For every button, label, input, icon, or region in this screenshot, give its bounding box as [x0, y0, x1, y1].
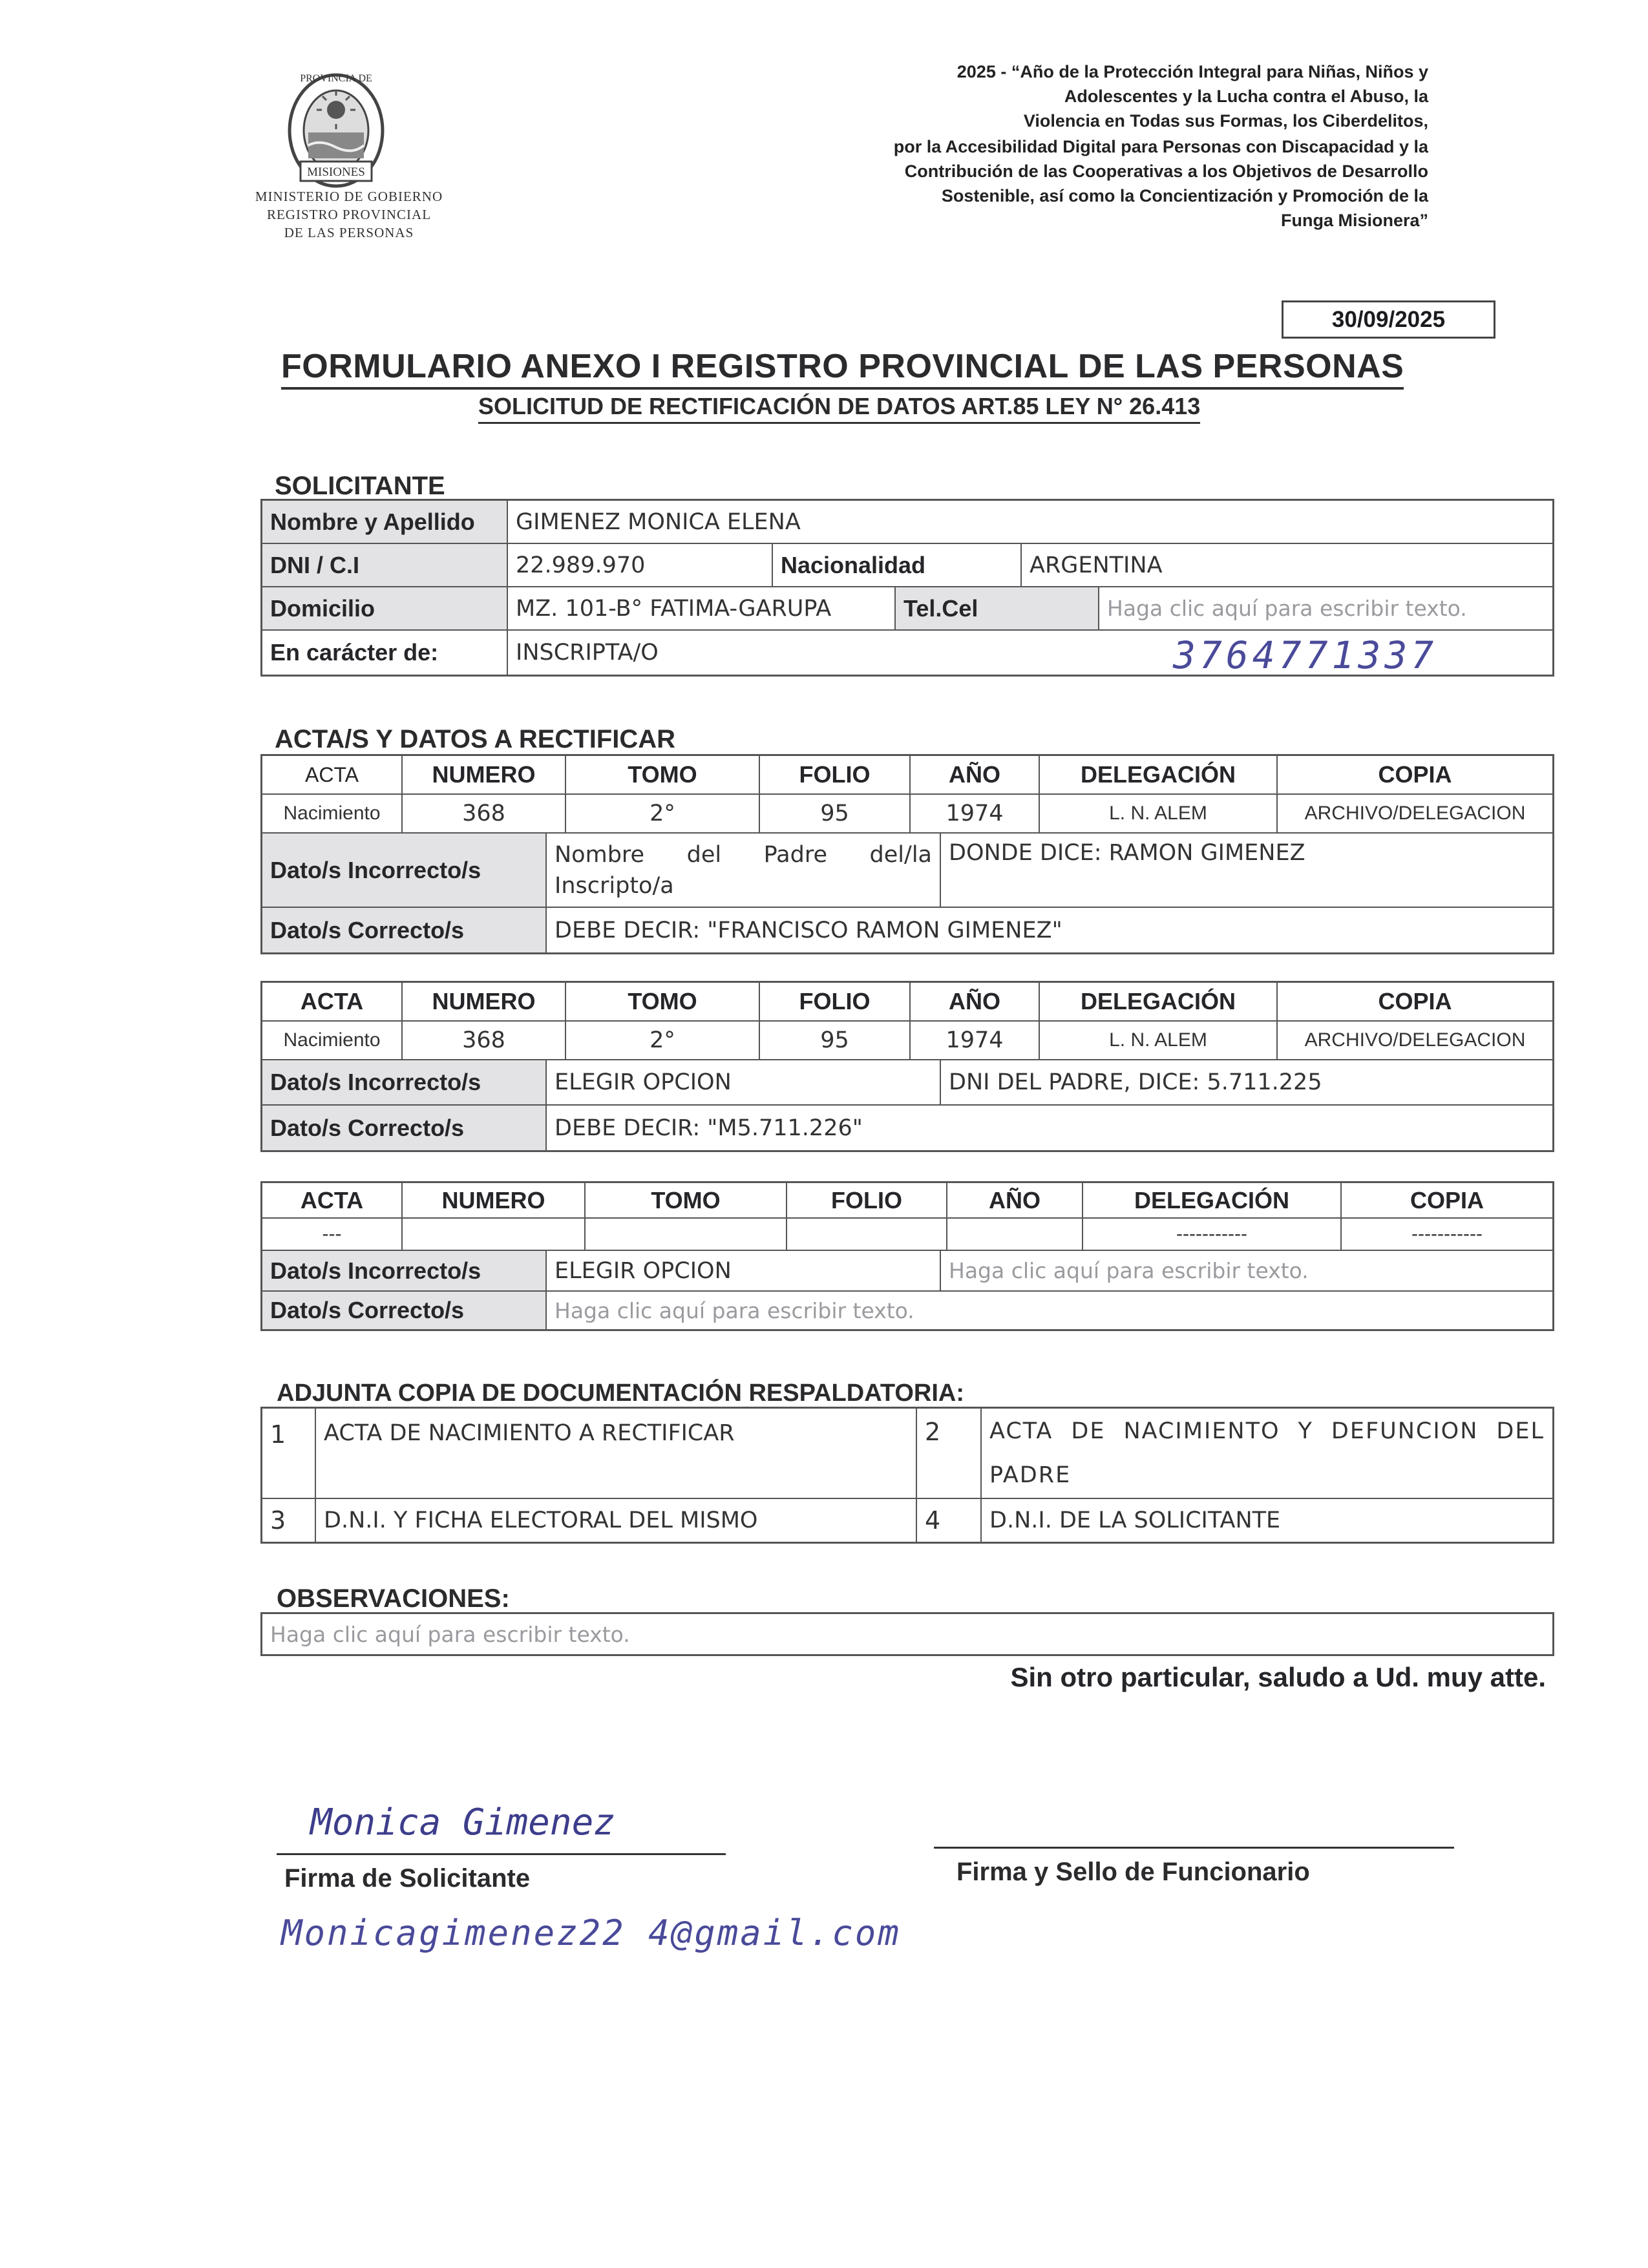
motto-line-4: por la Accesibilidad Digital para Personas con Discapacidad y la [893, 137, 1428, 156]
acta3-incorrecto-detalle[interactable]: Haga clic aquí para escribir texto. [941, 1251, 1552, 1292]
adjunta-item-1[interactable]: ACTA DE NACIMIENTO A RECTIFICAR [316, 1409, 917, 1499]
acta3-correcto-field[interactable]: Haga clic aquí para escribir texto. [555, 1297, 914, 1323]
acta3-tomo[interactable] [586, 1219, 787, 1251]
acta2-correcto-label: Dato/s Correcto/s [262, 1106, 547, 1150]
section-title-actas: ACTA/S Y DATOS A RECTIFICAR [275, 725, 676, 753]
date-box: 30/09/2025 [1282, 300, 1495, 339]
header-copia: COPIA [1278, 756, 1552, 795]
solicitante-signature: Monica Gimenez [310, 1801, 616, 1843]
motto-line-2: Adolescentes y la Lucha contra el Abuso, la [1064, 87, 1428, 106]
handwritten-phone: 3764771337 [1173, 633, 1438, 677]
acta3-correcto-label: Dato/s Correcto/s [262, 1292, 547, 1329]
ministry-name-line-2: REGISTRO PROVINCIAL [266, 207, 432, 222]
acta1-incorrecto-label: Dato/s Incorrecto/s [262, 834, 547, 908]
svg-text:PROVINCIA DE: PROVINCIA DE [300, 73, 372, 84]
header-delegacion: DELEGACIÓN [1040, 756, 1278, 795]
ministry-name-line-3: DE LAS PERSONAS [284, 225, 414, 240]
header-acta: ACTA [262, 983, 403, 1022]
ministry-name-line-1: MINISTERIO DE GOBIERNO [255, 189, 443, 204]
header-folio: FOLIO [787, 1183, 947, 1219]
header-copia: COPIA [1342, 1183, 1552, 1219]
page-title: FORMULARIO ANEXO I REGISTRO PROVINCIAL DE LAS PERSONAS [281, 346, 1404, 390]
acta3-folio[interactable] [787, 1219, 947, 1251]
adjunta-table [260, 1407, 1554, 1544]
acta2-copia[interactable]: ARCHIVO/DELEGACION [1278, 1022, 1552, 1060]
acta1-numero[interactable]: 368 [403, 795, 566, 834]
header-tomo: TOMO [586, 1183, 787, 1219]
acta2-incorrecto-campo[interactable]: ELEGIR OPCION [547, 1060, 941, 1106]
dni-field[interactable]: 22.989.970 [508, 544, 773, 587]
header-anio: AÑO [911, 756, 1040, 795]
nacionalidad-label: Nacionalidad [773, 544, 1022, 587]
acta3-numero[interactable] [403, 1219, 586, 1251]
motto-line-1: 2025 - “Año de la Protección Integral para Niñas, Niños y [956, 62, 1428, 81]
acta-table-1 [260, 754, 1554, 954]
nombre-label: Nombre y Apellido [262, 501, 508, 544]
handwritten-email: Monicagimenez22 4@gmail.com [281, 1913, 901, 1953]
acta3-anio[interactable] [947, 1219, 1083, 1251]
acta3-copia[interactable]: ----------- [1342, 1219, 1552, 1251]
acta1-incorrecto-detalle[interactable]: DONDE DICE: RAMON GIMENEZ [941, 834, 1552, 908]
acta3-incorrecto-campo[interactable]: ELEGIR OPCION [547, 1251, 941, 1292]
adjunta-num-1: 1 [262, 1409, 316, 1499]
coat-of-arms-icon [275, 65, 397, 194]
acta2-correcto-field[interactable]: DEBE DECIR: "M5.711.226" [555, 1115, 863, 1141]
observaciones-field[interactable]: Haga clic aquí para escribir texto. [270, 1621, 630, 1647]
signature-line-solicitante [277, 1853, 726, 1855]
header-tomo: TOMO [566, 983, 760, 1022]
header-delegacion: DELEGACIÓN [1083, 1183, 1342, 1219]
acta-table-2 [260, 981, 1554, 1152]
adjunta-item-3[interactable]: D.N.I. Y FICHA ELECTORAL DEL MISMO [316, 1499, 917, 1542]
firma-funcionario-label: Firma y Sello de Funcionario [956, 1858, 1310, 1886]
firma-solicitante-label: Firma de Solicitante [284, 1864, 531, 1893]
motto-line-7: Funga Misionera” [1280, 211, 1428, 230]
adjunta-num-4: 4 [917, 1499, 982, 1542]
header-anio: AÑO [947, 1183, 1083, 1219]
acta1-delegacion[interactable]: L. N. ALEM [1040, 795, 1278, 834]
acta1-acta[interactable]: Nacimiento [262, 795, 403, 834]
signature-line-funcionario [934, 1847, 1454, 1849]
section-title-observaciones: OBSERVACIONES: [277, 1584, 510, 1613]
adjunta-num-2: 2 [917, 1409, 982, 1499]
domicilio-field[interactable]: MZ. 101-B° FATIMA-GARUPA [508, 587, 896, 631]
header-delegacion: DELEGACIÓN [1040, 983, 1278, 1022]
header-folio: FOLIO [760, 756, 911, 795]
motto-line-5: Contribución de las Cooperativas a los Objetivos de Desarrollo [904, 162, 1428, 181]
acta2-incorrecto-detalle[interactable]: DNI DEL PADRE, DICE: 5.711.225 [941, 1060, 1552, 1106]
header-numero: NUMERO [403, 756, 566, 795]
acta2-anio[interactable]: 1974 [911, 1022, 1040, 1060]
adjunta-item-2[interactable]: ACTA DE NACIMIENTO Y DEFUNCION DEL PADRE [982, 1409, 1552, 1499]
header-anio: AÑO [911, 983, 1040, 1022]
acta3-delegacion[interactable]: ----------- [1083, 1219, 1342, 1251]
observaciones-table [260, 1612, 1554, 1656]
provincia-misiones-emblem [275, 65, 397, 194]
telcel-label: Tel.Cel [896, 587, 1099, 631]
acta1-correcto-field[interactable]: DEBE DECIR: "FRANCISCO RAMON GIMENEZ" [555, 917, 1062, 943]
header-copia: COPIA [1278, 983, 1552, 1022]
svg-text:MISIONES: MISIONES [307, 165, 365, 179]
caracter-label: En carácter de: [262, 631, 508, 675]
acta2-acta[interactable]: Nacimiento [262, 1022, 403, 1060]
acta3-acta[interactable]: --- [262, 1219, 403, 1251]
acta2-incorrecto-label: Dato/s Incorrecto/s [262, 1060, 547, 1106]
acta1-folio[interactable]: 95 [760, 795, 911, 834]
closing-text: Sin otro particular, saludo a Ud. muy atte. [1010, 1662, 1546, 1692]
telcel-field[interactable]: Haga clic aquí para escribir texto. [1099, 587, 1552, 631]
acta2-folio[interactable]: 95 [760, 1022, 911, 1060]
acta2-delegacion[interactable]: L. N. ALEM [1040, 1022, 1278, 1060]
header-numero: NUMERO [403, 1183, 586, 1219]
section-title-solicitante: SOLICITANTE [275, 472, 445, 500]
acta1-anio[interactable]: 1974 [911, 795, 1040, 834]
nombre-field[interactable]: GIMENEZ MONICA ELENA [508, 501, 1552, 544]
motto-line-6: Sostenible, así como la Concientización y Promoción de la [941, 186, 1428, 205]
dni-label: DNI / C.I [262, 544, 508, 587]
acta1-incorrecto-campo[interactable]: Nombre del Padre del/la Inscripto/a [547, 834, 941, 908]
acta1-tomo[interactable]: 2° [566, 795, 760, 834]
nacionalidad-field[interactable]: ARGENTINA [1022, 544, 1552, 587]
acta2-tomo[interactable]: 2° [566, 1022, 760, 1060]
header-numero: NUMERO [403, 983, 566, 1022]
adjunta-num-3: 3 [262, 1499, 316, 1542]
motto-line-3: Violencia en Todas sus Formas, los Ciberdelitos, [1023, 111, 1428, 131]
header-tomo: TOMO [566, 756, 760, 795]
page-subtitle: SOLICITUD DE RECTIFICACIÓN DE DATOS ART.85 LEY N° 26.413 [478, 391, 1200, 424]
adjunta-item-4[interactable]: D.N.I. DE LA SOLICITANTE [989, 1507, 1281, 1533]
acta2-numero[interactable]: 368 [403, 1022, 566, 1060]
caracter-field[interactable]: INSCRIPTA/O [516, 640, 659, 666]
acta1-copia[interactable]: ARCHIVO/DELEGACION [1278, 795, 1552, 834]
domicilio-label: Domicilio [262, 587, 508, 631]
header-folio: FOLIO [760, 983, 911, 1022]
acta1-correcto-label: Dato/s Correcto/s [262, 908, 547, 952]
section-title-adjunta: ADJUNTA COPIA DE DOCUMENTACIÓN RESPALDATORIA: [277, 1380, 964, 1407]
acta-table-3 [260, 1181, 1554, 1331]
header-acta: ACTA [262, 1183, 403, 1219]
acta3-incorrecto-label: Dato/s Incorrecto/s [262, 1251, 547, 1292]
header-acta: ACTA [262, 756, 403, 795]
